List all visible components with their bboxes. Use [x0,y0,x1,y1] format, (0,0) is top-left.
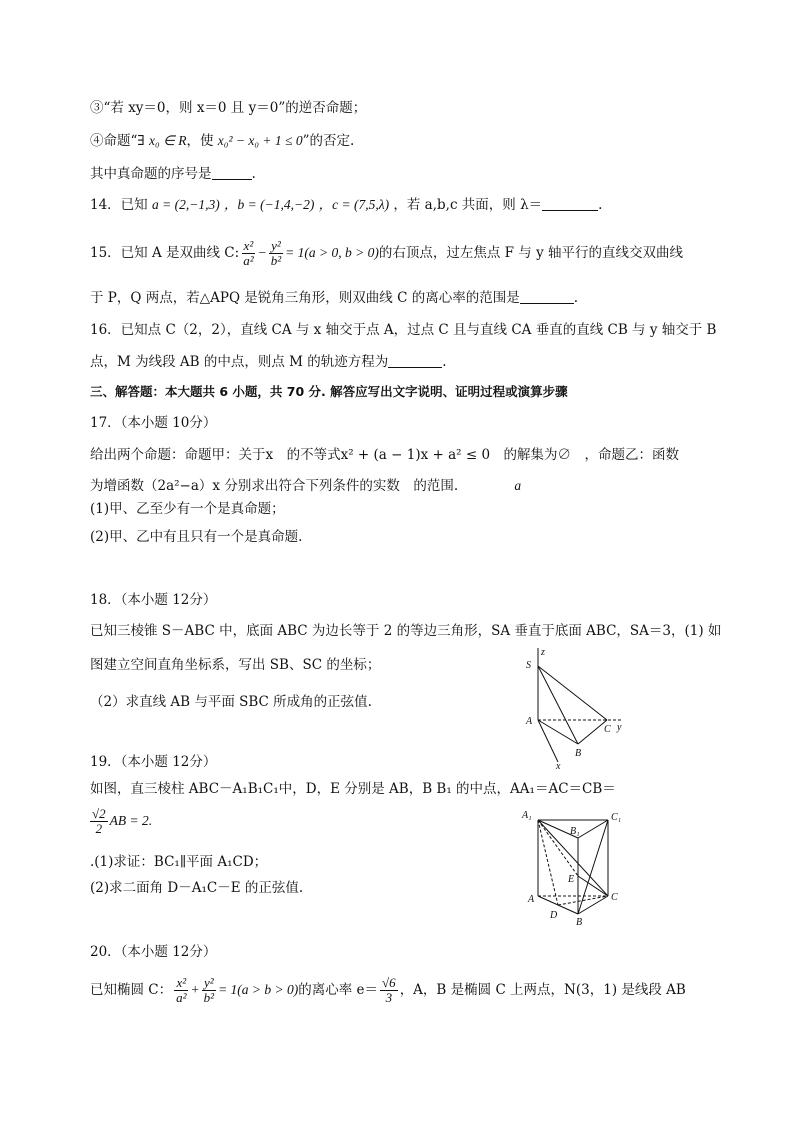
statement-3 [90,98,366,118]
q19-header-text: 19．（本小题 12分） [90,754,217,770]
question-15 [90,236,683,270]
q20-frac-e-num: √6 [382,975,396,990]
q18-text-c: （2）求直线 AB 与平面 SBC 所成角的正弦值. [90,694,372,710]
question-17-line-1 [90,445,679,465]
q17-text-b: 为增函数（2a²−a）x 分别求出符合下列条件的实数 的范围. [90,478,459,494]
q19-part-2-text: (2)求二面角 D－A₁C－E 的正弦值. [90,880,304,896]
true-prop-text: 其中真命题的序号是 [90,166,212,182]
q15-frac-y [269,239,283,268]
statement-4-text-b: ，使 [186,133,218,149]
q20-plus: + [190,982,200,997]
question-15-cont [90,288,578,308]
q16-text-a: 16．已知点 C（2，2），直线 CA 与 x 轴交于点 A，过点 C 且与直线 CA 垂直的直线 CB 与 y 轴交于 B [90,322,717,338]
q18-text-b: 图建立空间直角坐标系，写出 SB、SC 的坐标； [90,657,381,673]
answer-blank-15[interactable] [520,289,574,304]
question-14 [90,195,602,215]
statement-4-text-a: ④命题“∃ [90,133,150,149]
q19-frac-num: √2 [92,806,106,821]
label-A1: A₁ [522,810,532,821]
line-BC1 [578,820,608,914]
question-19-part-2 [90,878,303,898]
q15-frac-x-num: x² [243,238,254,253]
answer-blank-13[interactable] [212,165,252,180]
label-C: C [604,724,611,735]
label-S: S [526,660,531,671]
q14-vector-b: ，b = (−1,4,−2) [224,197,315,212]
statement-4-text-c: ”的否定. [302,133,355,149]
label-A: A [528,894,535,905]
q15-frac-x-den: a² [243,253,254,268]
q18-header-text: 18．（本小题 12分） [90,592,217,608]
label-D: D [550,910,558,921]
section-3-text: 三、解答题：本大题共 6 小题，共 70 分. 解答应写出文字说明、证明过程或演算步骤 [90,384,568,399]
answer-blank-16[interactable] [388,353,442,368]
q15-end: . [573,290,579,306]
question-17-line-2 [90,476,521,496]
question-18-header [90,590,216,610]
question-17-part-2 [90,527,302,547]
label-y: y [617,722,622,733]
true-prop-question [90,164,256,184]
q15-text-a: 15．已知 A 是双曲线 C: [90,245,240,261]
label-A: A [526,716,533,727]
q17-text-a: 给出两个命题：命题甲：关于x 的不等式x² + (a − 1)x + a² ≤ 0 的解集为∅ ，命题乙：函数 [90,447,680,463]
q15-equation-tail: = 1(a > 0, b > 0) [285,245,379,260]
question-20-header [90,942,216,962]
answer-blank-14[interactable] [542,196,598,211]
q20-text-a: 已知椭圆 C： [90,982,173,998]
q19-part-1-text: .(1)求证：BC₁∥平面 A₁CD； [90,854,268,870]
question-16 [90,320,716,340]
q19-frac [90,807,108,836]
question-19-line-2 [90,803,152,839]
q15-minus: − [257,245,267,260]
tetrahedron-figure [520,646,630,770]
q20-equation-tail: = 1(a > b > 0) [218,982,299,997]
label-C: C [611,892,618,903]
statement-4-math-a: x₀ ∈ R [149,133,187,148]
q17-part-1-text: (1)甲、乙至少有一个是真命题； [90,501,285,517]
true-prop-end: . [251,166,256,182]
q15-frac-x [241,239,255,268]
prism-figure [520,806,630,928]
question-19-header [90,752,216,772]
q14-vector-a: a = (2,−1,3) [151,197,220,212]
edge-BC [578,720,607,744]
statement-4-math-b: x₀² − x₀ + 1 ≤ 0 [217,133,303,148]
q19-frac-den: 2 [95,821,103,836]
q18-text-a: 已知三棱锥 S－ABC 中，底面 ABC 为边长等于 2 的等边三角形，SA 垂直于底面 ABC，SA＝3，(1) 如 [90,623,722,639]
label-z: z [541,647,545,658]
q15-text-c: 于 P，Q 两点，若△APQ 是锐角三角形，则双曲线 C 的离心率的范围是 [90,290,520,306]
q16-text-b: 点，M 为线段 AB 的中点，则点 M 的轨迹方程为 [90,354,389,370]
q20-text-b: 的离心率 e＝ [298,982,379,998]
q20-frac-y-den: b² [203,990,215,1005]
question-17-header [90,413,216,433]
label-B: B [576,917,583,928]
label-E: E [568,874,575,885]
q17-header-text: 17．（本小题 10分） [90,415,217,431]
q14-text-a: 14．已知 [90,197,148,213]
statement-4 [90,131,354,151]
q14-end: . [598,197,603,213]
q15-text-b: 的右顶点，过左焦点 F 与 y 轴平行的直线交双曲线 [378,245,683,261]
question-17-part-1 [90,499,285,519]
q20-frac-y [202,976,216,1005]
statement-3-text: ③“若 xy＝0，则 x＝0 且 y＝0”的逆否命题； [90,100,367,116]
q16-end: . [442,354,447,370]
q20-frac-e-den: 3 [385,990,393,1005]
label-B: B [575,748,582,759]
q14-text-b: ，若 a,b,c 共面，则 λ＝ [393,197,543,213]
q20-frac-y-num: y² [204,975,214,990]
q20-frac-e [380,976,398,1005]
line-A1D [538,820,558,905]
q19-text-a: 如图，直三棱柱 ABC－A₁B₁C₁中，D，E 分别是 AB，B B₁ 的中点，AA₁＝AC＝CB＝ [90,781,616,797]
question-18-line-1 [90,621,721,641]
q20-frac-x-num: x² [176,975,187,990]
q20-text-c: ，A，B 是椭圆 C 上两点，N(3，1) 是线段 AB [399,982,686,998]
q17-var-a: a [514,478,522,493]
question-20-line-1 [90,972,686,1008]
q17-part-2-text: (2)甲、乙中有且只有一个是真命题. [90,529,303,545]
label-C1: C₁ [611,812,622,823]
question-19-line-1 [90,779,616,799]
question-18-part-2 [90,692,372,712]
q14-vector-c: ，c = (7,5,λ) [318,197,390,212]
question-16-cont [90,352,447,372]
q15-frac-y-den: b² [270,253,282,268]
q20-frac-x-den: a² [176,990,187,1005]
question-18-line-2 [90,655,380,675]
q20-header-text: 20．（本小题 12分） [90,944,217,960]
label-x: x [556,761,561,770]
q19-eq: AB = 2. [109,813,153,828]
edge-SC [538,666,607,720]
label-B1: B₁ [570,826,580,837]
q15-frac-y-num: y² [271,238,281,253]
question-19-part-1 [90,852,267,872]
section-3-heading [90,382,568,402]
q20-frac-x [174,976,188,1005]
